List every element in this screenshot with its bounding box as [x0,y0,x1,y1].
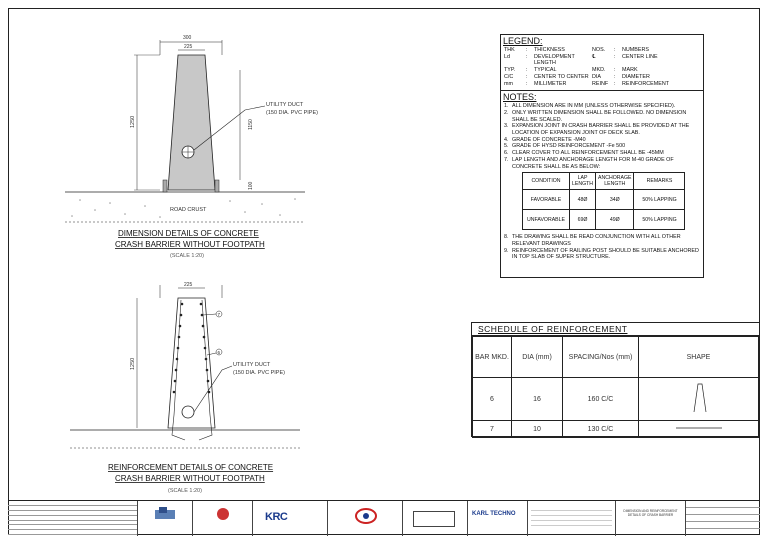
note-item [504,110,701,123]
note-text: GRADE OF CONCRETE -M40 [512,136,586,143]
legend-abbr: MKD. [592,67,606,74]
lap-header: ANCHORAGE LENGTH [596,173,634,190]
client-logo-icon [153,507,177,521]
contractor-logo-box [253,501,328,536]
note-text: THE DRAWING SHALL BE READ CONJUNCTION WITH ALL OTHER RELEVANT DRAWINGS [512,234,681,247]
lap-cell: FAVORABLE [523,190,570,210]
note-number: 4. [504,136,509,143]
note-item [504,123,701,136]
dim-height: 1250 [130,115,136,128]
legend-desc: TYPICAL [534,67,557,74]
dia-cell: 10 [512,421,563,438]
legend-sep: : [614,80,616,87]
bar-shape-7 [674,425,724,431]
note-number: 2. [504,109,509,116]
note-number: 6. [504,150,509,157]
lap-header: REMARKS [634,173,685,190]
certification-text-box [528,501,616,536]
partner-logo-icon [354,507,378,525]
lap-cell: 34Ø [596,190,634,210]
lap-cell: 69Ø [570,210,596,230]
reinforcement-schedule [471,322,760,437]
legend-abbr: ℄ [592,53,596,60]
drawing-title-text: DIMENSION AND REINFORCEMENT DETAILS OF CRASH BARRIER [623,509,678,517]
legend-desc: NUMBERS [622,47,649,53]
lap-header: LAP LENGTH [570,173,596,190]
note-item [504,143,701,150]
legend-sep: : [526,47,528,53]
legend-abbr: TYP. [504,67,516,74]
bar-mark-7: 7 [217,312,221,317]
drawing1-title-line2: CRASH BARRIER WITHOUT FOOTPATH [115,240,265,249]
dim-top-inner: 225 [184,44,193,50]
crash-barrier-section [168,55,215,190]
note-number: 8. [504,234,509,241]
dim-top-outer: 300 [183,35,192,41]
legend-abbr: mm [504,80,513,87]
dim-height-2: 1250 [130,357,136,370]
bar-shape-6 [684,382,714,414]
schedule-header-shape: SHAPE [639,337,759,378]
lap-cell: 50% LAPPING [634,190,685,210]
note-item [504,103,701,110]
legend-sep: : [526,73,528,80]
legend-abbr: NOS. [592,47,606,53]
note-number: 5. [504,143,509,150]
spacing-cell: 160 C/C [563,378,639,421]
notes-list [501,103,703,261]
legend-desc: MILLIMETER [534,80,567,87]
legend-title: LEGEND: [503,36,543,46]
lap-cell: UNFAVORABLE [523,210,570,230]
bar-mark-cell: 6 [473,378,512,421]
duct-label-2: (150 DIA. PVC PIPE) [266,110,318,116]
note-text: CLEAR COVER TO ALL REINFORCEMENT SHALL BE -45MM [512,150,664,157]
schedule-header-bar: BAR MKD. [473,337,512,378]
note-text: LAP LENGTH AND ANCHORAGE LENGTH FOR M-40 GRADE OF CONCRETE SHALL BE AS BELOW: [512,156,674,170]
note-text: ALL DIMENSION ARE IN MM (UNLESS OTHERWISE SPECIFIED). [512,103,676,110]
legend-desc: DIAMETER [622,73,650,80]
drawing-title-box [616,501,686,536]
partner-logo-box [328,501,403,536]
lap-cell: 49Ø [596,210,634,230]
note-number: 3. [504,123,509,130]
duct-label-2b: (150 DIA. PVC PIPE) [233,370,285,376]
lap-cell: 48Ø [570,190,596,210]
note-item [504,150,701,157]
legend-abbr: C/C [504,73,514,80]
table-row [473,421,759,438]
shape-cell [639,378,759,421]
legend-abbreviations [501,47,703,87]
legend-desc: THICKNESS [534,47,565,53]
stamp-box [403,501,468,536]
note-number: 9. [504,247,509,254]
legend-desc: REINFORCEMENT [622,80,670,87]
lap-header: CONDITION [523,173,570,190]
note-text: GRADE OF HYSD REINFORCEMENT -Fe 500 [512,143,626,150]
dia-cell: 16 [512,378,563,421]
spacing-cell: 130 C/C [563,421,639,438]
designer-logo-box [468,501,528,536]
legend-sep: : [526,53,528,60]
shape-cell [639,421,759,438]
note-number: 7. [504,156,509,163]
legend-desc: CENTER LINE [622,53,658,60]
drawing-number-box [686,501,760,536]
legend-abbr: Ld [504,53,510,60]
legend-notes-panel [500,34,704,278]
consultant-logo-icon [213,507,233,521]
duct-label-1: UTILITY DUCT [266,102,304,108]
legend-abbr: REINF [592,80,609,87]
note-item [504,248,701,261]
karl-logo: KARL TECHNO [472,511,516,517]
table-row [473,378,759,421]
drawing1-scale: (SCALE 1:20) [170,253,204,259]
legend-desc: MARK [622,67,638,74]
dimension-details-drawing [0,0,470,300]
dim-right: 1150 [248,119,254,130]
note-text: ONLY WRITTEN DIMENSION SHALL BE FOLLOWED. NO DIMENSION SHALL BE SCALED. [512,109,687,123]
table-row [523,210,685,230]
legend-sep: : [614,73,616,80]
schedule-header-spacing: SPACING/Nos (mm) [563,337,639,378]
table-row [523,190,685,210]
dim-small: 100 [248,181,254,190]
title-block [8,500,760,535]
krc-logo: KRC [265,511,288,523]
road-crust-label: ROAD CRUST [170,207,207,213]
legend-sep: : [526,80,528,87]
note-text: EXPANSION JOINT IN CRASH BARRIER SHALL BE PROVIDED AT THE LOCATION OF EXPANSION JOINT OF DECK SLAB. [512,123,690,137]
note-text: REINFORCEMENT OF RAILING POST SHOULD BE SUITABLE ANCHORED IN TOP SLAB OF SUPER STRUCTURE. [512,247,699,261]
lap-cell: 50% LAPPING [634,210,685,230]
notes-title: NOTES: [503,92,537,103]
schedule-title: SCHEDULE OF REINFORCEMENT [472,323,759,336]
bar-mark-6: 6 [217,350,221,355]
drawing2-scale: (SCALE 1:20) [168,488,202,494]
note-item [504,137,701,144]
reinforcement-details-drawing [0,270,470,500]
legend-sep: : [526,67,528,74]
dim-top: 225 [184,282,193,288]
schedule-header-dia: DIA (mm) [512,337,563,378]
legend-desc: CENTER TO CENTER [534,73,589,80]
legend-abbr: DIA [592,73,601,80]
legend-abbr: THK [504,47,515,53]
legend-desc: DEVELOPMENT LENGTH [534,53,575,67]
lap-length-table [522,172,685,230]
schedule-table [472,336,759,438]
duct-label-2a: UTILITY DUCT [233,362,271,368]
bar-mark-cell: 7 [473,421,512,438]
drawing2-title-line1: REINFORCEMENT DETAILS OF CONCRETE [108,463,274,472]
note-item [504,234,701,247]
client-logo-box [138,501,193,536]
note-number: 1. [504,103,509,110]
consultant-logo-box [193,501,253,536]
drawing2-title-line2: CRASH BARRIER WITHOUT FOOTPATH [115,474,265,483]
note-item [504,157,701,170]
legend-sep: : [614,47,616,53]
drawing1-title-line1: DIMENSION DETAILS OF CONCRETE [118,229,259,238]
legend-sep: : [614,53,616,60]
revision-table [8,501,138,536]
legend-sep: : [614,67,616,74]
